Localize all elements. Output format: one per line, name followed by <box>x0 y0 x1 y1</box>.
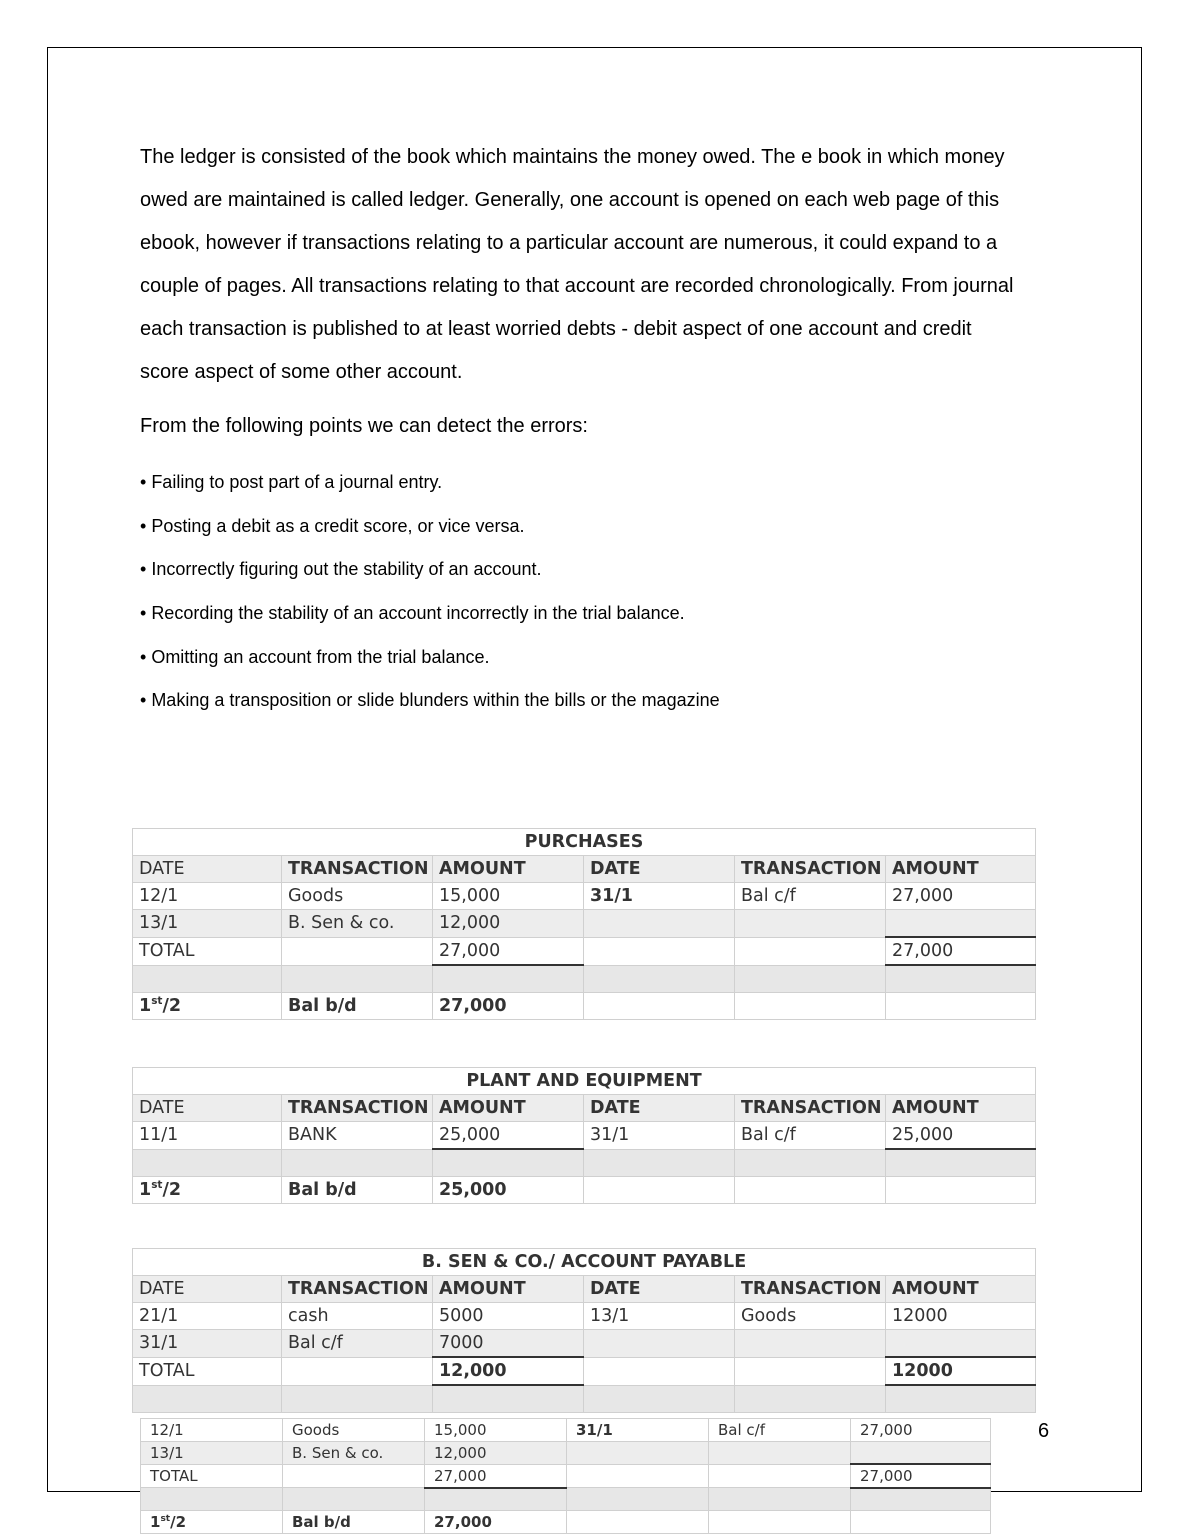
table-row <box>133 1330 1036 1358</box>
cell <box>886 1330 1036 1358</box>
table-row-spacer <box>141 1488 991 1511</box>
bullet-item: • Failing to post part of a journal entry. <box>140 466 720 510</box>
table-row-spacer <box>133 965 1036 993</box>
cell <box>567 1441 709 1464</box>
cell: Bal c/f <box>709 1419 851 1442</box>
cell <box>282 1357 433 1385</box>
cell: 31/1 <box>133 1330 282 1358</box>
cell: 1st/2 <box>141 1511 283 1534</box>
table-row <box>133 910 1036 938</box>
cell <box>709 1464 851 1488</box>
cell: TOTAL <box>133 1357 282 1385</box>
table-row-total <box>133 1357 1036 1385</box>
cell: 12,000 <box>433 910 584 938</box>
cell: Bal b/d <box>282 1177 433 1204</box>
cell: Goods <box>735 1303 886 1330</box>
bullet-item: • Making a transposition or slide blunders within the bills or the magazine <box>140 684 720 728</box>
cell: 13/1 <box>133 910 282 938</box>
plant-equipment-ledger-table <box>132 1067 1036 1204</box>
col-header-date: DATE <box>584 1095 735 1122</box>
col-header-transaction: TRANSACTION <box>282 1276 433 1303</box>
cell: 27,000 <box>433 993 584 1020</box>
table-row-total <box>141 1464 991 1488</box>
table-row-spacer <box>133 1385 1036 1413</box>
page-number: 6 <box>1038 1420 1050 1442</box>
cell: 27,000 <box>433 937 584 965</box>
col-header-amount: AMOUNT <box>433 1095 584 1122</box>
col-header-transaction: TRANSACTION <box>282 856 433 883</box>
purchases-duplicate-fragment-table <box>140 1418 991 1534</box>
col-header-date: DATE <box>133 856 282 883</box>
cell: Bal b/d <box>282 993 433 1020</box>
cell <box>584 937 735 965</box>
cell: B. Sen & co. <box>282 910 433 938</box>
cell <box>851 1441 991 1464</box>
cell: 21/1 <box>133 1303 282 1330</box>
col-header-transaction: TRANSACTION <box>735 1276 886 1303</box>
cell: Bal b/d <box>283 1511 425 1534</box>
table-row <box>133 1303 1036 1330</box>
cell: 13/1 <box>141 1441 283 1464</box>
table-title: B. SEN & CO./ ACCOUNT PAYABLE <box>133 1249 1036 1276</box>
ledger-paragraph: The ledger is consisted of the book which maintains the money owed. The e book in which money owed are maintained is called ledger. Generally, one account is opened on each web page of this ebook, however if transactions relating to a particular account are numerous, it could expand to a couple of pages. All transactions relating to that account are recorded chronologically. From journal each transaction is published to at least worried debts - debit aspect of one account and credit score aspect of some other account. <box>140 146 1014 383</box>
cell <box>584 910 735 938</box>
table-row <box>141 1441 991 1464</box>
bullet-item: • Incorrectly figuring out the stability of an account. <box>140 553 720 597</box>
cell: Bal c/f <box>735 883 886 910</box>
cell: TOTAL <box>133 937 282 965</box>
cell: 11/1 <box>133 1122 282 1150</box>
col-header-amount: AMOUNT <box>886 1276 1036 1303</box>
cell: 12/1 <box>133 883 282 910</box>
col-header-amount: AMOUNT <box>886 856 1036 883</box>
cell: B. Sen & co. <box>283 1441 425 1464</box>
cell <box>735 1330 886 1358</box>
cell: 12000 <box>886 1357 1036 1385</box>
cell: 12000 <box>886 1303 1036 1330</box>
table-row <box>133 1122 1036 1150</box>
cell: Goods <box>282 883 433 910</box>
cell: 1st/2 <box>133 1177 282 1204</box>
col-header-amount: AMOUNT <box>886 1095 1036 1122</box>
table-row <box>133 883 1036 910</box>
bullet-item: • Omitting an account from the trial balance. <box>140 641 720 685</box>
table-header-row <box>133 1095 1036 1122</box>
table-row-balance-bd <box>141 1511 991 1534</box>
table-title: PLANT AND EQUIPMENT <box>133 1068 1036 1095</box>
table-row <box>141 1419 991 1442</box>
cell: 27,000 <box>886 883 1036 910</box>
cell <box>886 910 1036 938</box>
cell <box>567 1464 709 1488</box>
cell: 13/1 <box>584 1303 735 1330</box>
col-header-date: DATE <box>133 1276 282 1303</box>
cell: 15,000 <box>425 1419 567 1442</box>
cell: 7000 <box>433 1330 584 1358</box>
cell: 27,000 <box>851 1464 991 1488</box>
errors-lead-in: From the following points we can detect the errors: <box>140 415 588 437</box>
cell: 25,000 <box>433 1122 584 1150</box>
cell <box>584 1357 735 1385</box>
cell: Bal c/f <box>282 1330 433 1358</box>
col-header-transaction: TRANSACTION <box>282 1095 433 1122</box>
cell: 12,000 <box>425 1441 567 1464</box>
cell: Goods <box>283 1419 425 1442</box>
cell <box>282 937 433 965</box>
cell: 25,000 <box>433 1177 584 1204</box>
cell <box>735 937 886 965</box>
cell: 15,000 <box>433 883 584 910</box>
col-header-date: DATE <box>133 1095 282 1122</box>
col-header-date: DATE <box>584 856 735 883</box>
cell: 31/1 <box>584 883 735 910</box>
cell: 31/1 <box>584 1122 735 1150</box>
bullet-item: • Recording the stability of an account incorrectly in the trial balance. <box>140 597 720 641</box>
cell: 12,000 <box>433 1357 584 1385</box>
col-header-amount: AMOUNT <box>433 1276 584 1303</box>
cell: 31/1 <box>567 1419 709 1442</box>
cell: BANK <box>282 1122 433 1150</box>
cell: 27,000 <box>851 1419 991 1442</box>
table-row-spacer <box>133 1149 1036 1177</box>
col-header-date: DATE <box>584 1276 735 1303</box>
table-header-row <box>133 856 1036 883</box>
cell: 27,000 <box>425 1464 567 1488</box>
cell <box>584 1330 735 1358</box>
table-row-total <box>133 937 1036 965</box>
table-row-balance-bd <box>133 993 1036 1020</box>
cell: 1st/2 <box>133 993 282 1020</box>
cell: 27,000 <box>886 937 1036 965</box>
error-bullet-list <box>140 466 720 728</box>
cell: TOTAL <box>141 1464 283 1488</box>
cell: 5000 <box>433 1303 584 1330</box>
col-header-transaction: TRANSACTION <box>735 856 886 883</box>
cell: 12/1 <box>141 1419 283 1442</box>
purchases-ledger-table <box>132 828 1036 1020</box>
bullet-item: • Posting a debit as a credit score, or vice versa. <box>140 510 720 554</box>
cell: 27,000 <box>425 1511 567 1534</box>
table-title: PURCHASES <box>133 829 1036 856</box>
cell: Bal c/f <box>735 1122 886 1150</box>
table-row-balance-bd <box>133 1177 1036 1204</box>
cell: 25,000 <box>886 1122 1036 1150</box>
cell: cash <box>282 1303 433 1330</box>
cell <box>735 910 886 938</box>
table-header-row <box>133 1276 1036 1303</box>
col-header-transaction: TRANSACTION <box>735 1095 886 1122</box>
cell <box>735 1357 886 1385</box>
col-header-amount: AMOUNT <box>433 856 584 883</box>
cell <box>283 1464 425 1488</box>
account-payable-ledger-table <box>132 1248 1036 1413</box>
cell <box>709 1441 851 1464</box>
